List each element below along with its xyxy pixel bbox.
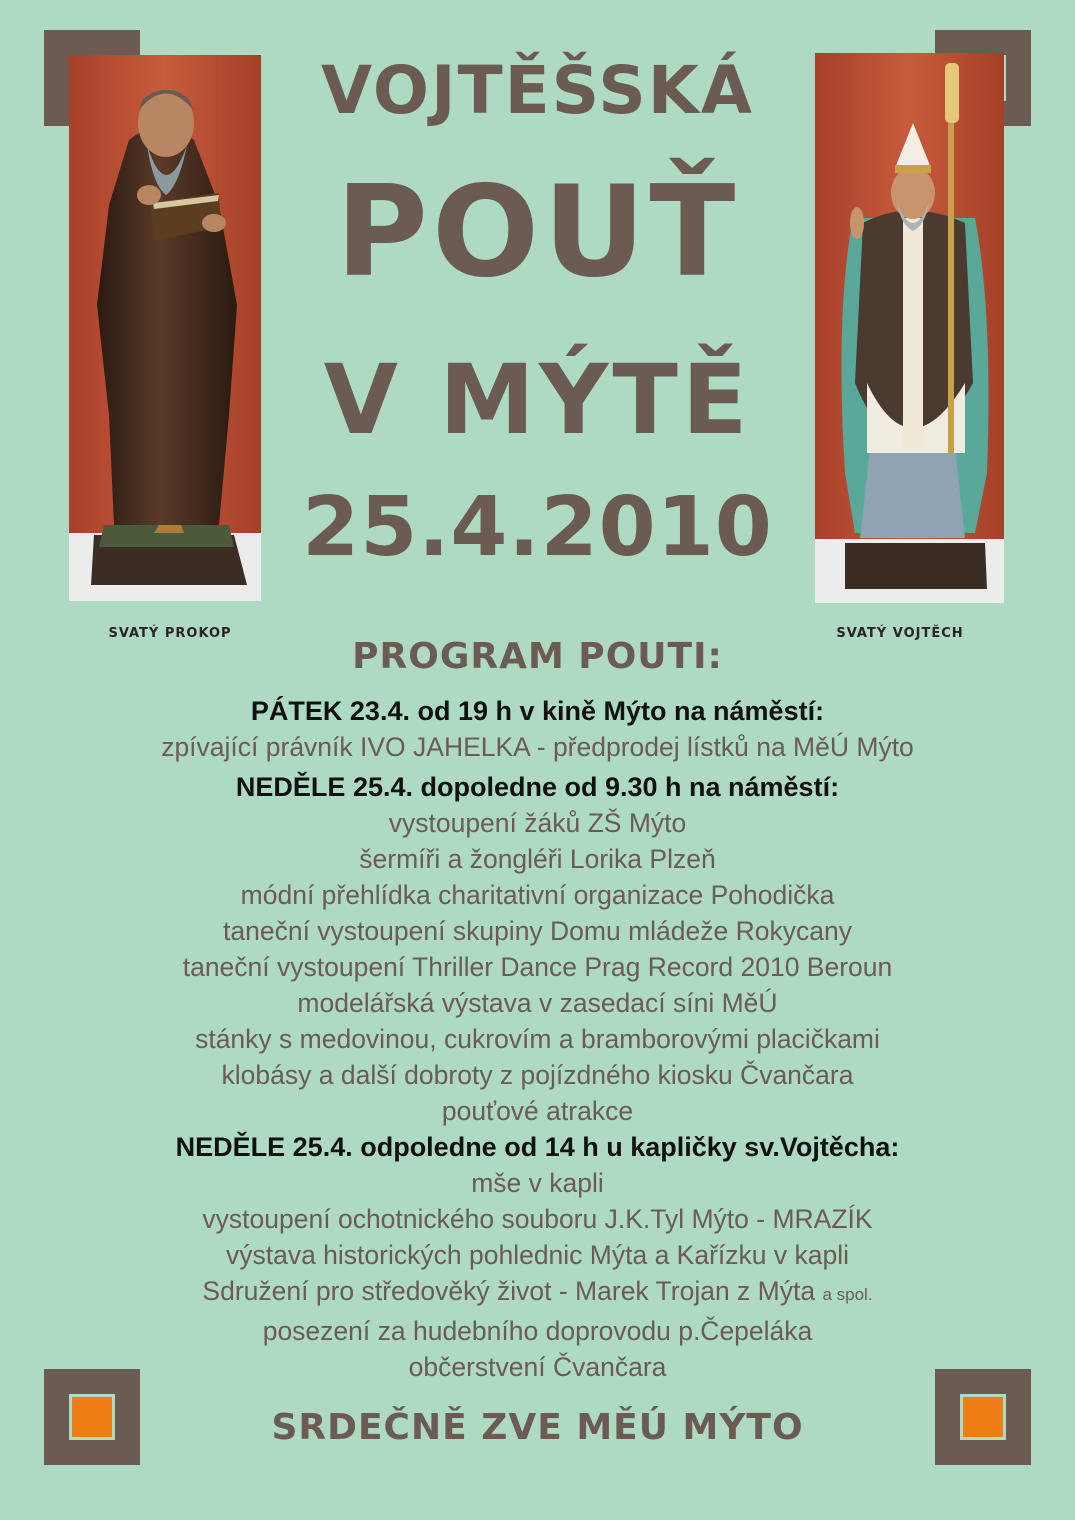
title-date: 25.4.2010 [302, 480, 773, 575]
program-section-header: PÁTEK 23.4. od 19 h v kině Mýto na náměstí: [250, 696, 825, 726]
title-line-2: POUŤ [335, 158, 740, 305]
program-item: zpívající právník IVO JAHELKA - předprodej lístků na MěÚ Mýto [161, 732, 914, 762]
program-item: stánky s medovinou, cukrovím a bramborovými placičkami [195, 1024, 880, 1054]
program-section-header: NEDĚLE 25.4. dopoledne od 9.30 h na náměstí: [235, 772, 840, 802]
program-item: občerstvení Čvančara [408, 1352, 667, 1382]
program-item: pouťové atrakce [441, 1096, 634, 1126]
statue-photo-saint-procopius [69, 55, 261, 601]
program-item: mše v kapli [471, 1168, 604, 1198]
footer-invitation: SRDEČNĚ ZVE MĚÚ MÝTO [271, 1407, 804, 1448]
statue-photo-saint-adalbert [815, 53, 1004, 603]
statue-caption-right: SVATÝ VOJTĚCH [836, 626, 964, 641]
program-item: vystoupení ochotnického souboru J.K.Tyl Mýto - MRAZÍK [202, 1204, 873, 1234]
title-line-3: V MÝTĚ [323, 344, 752, 456]
program-section-header: NEDĚLE 25.4. odpoledne od 14 h u kapličky sv.Vojtěcha: [175, 1132, 900, 1162]
program-heading: PROGRAM POUTI: [352, 636, 723, 677]
program-item: modelářská výstava v zasedací síni MěÚ [297, 988, 778, 1018]
program-item-suffix: a spol. [822, 1285, 873, 1304]
program-item: výstava historických pohlednic Mýta a Kařízku v kapli [225, 1240, 849, 1270]
statue-caption-left: SVATÝ PROKOP [108, 626, 232, 641]
program-item: taneční vystoupení Thriller Dance Prag Record 2010 Beroun [182, 952, 893, 982]
program-item: šermíři a žongléři Lorika Plzeň [359, 844, 716, 874]
program-item [30, 1273, 1045, 1313]
program-item: módní přehlídka charitativní organizace Pohodička [240, 880, 835, 910]
program-item: vystoupení žáků ZŠ Mýto [388, 808, 687, 838]
program-item: klobásy a další dobroty z pojízdného kiosku Čvančara [221, 1060, 854, 1090]
program-item: taneční vystoupení skupiny Domu mládeže Rokycany [223, 916, 852, 946]
program-list [30, 693, 1045, 1385]
title-line-1: VOJTĚŠSKÁ [320, 52, 754, 129]
program-item: posezení za hudebního doprovodu p.Čepeláka [262, 1316, 813, 1346]
program-item-text: Sdružení pro středověký život - Marek Trojan z Mýta [202, 1276, 816, 1306]
